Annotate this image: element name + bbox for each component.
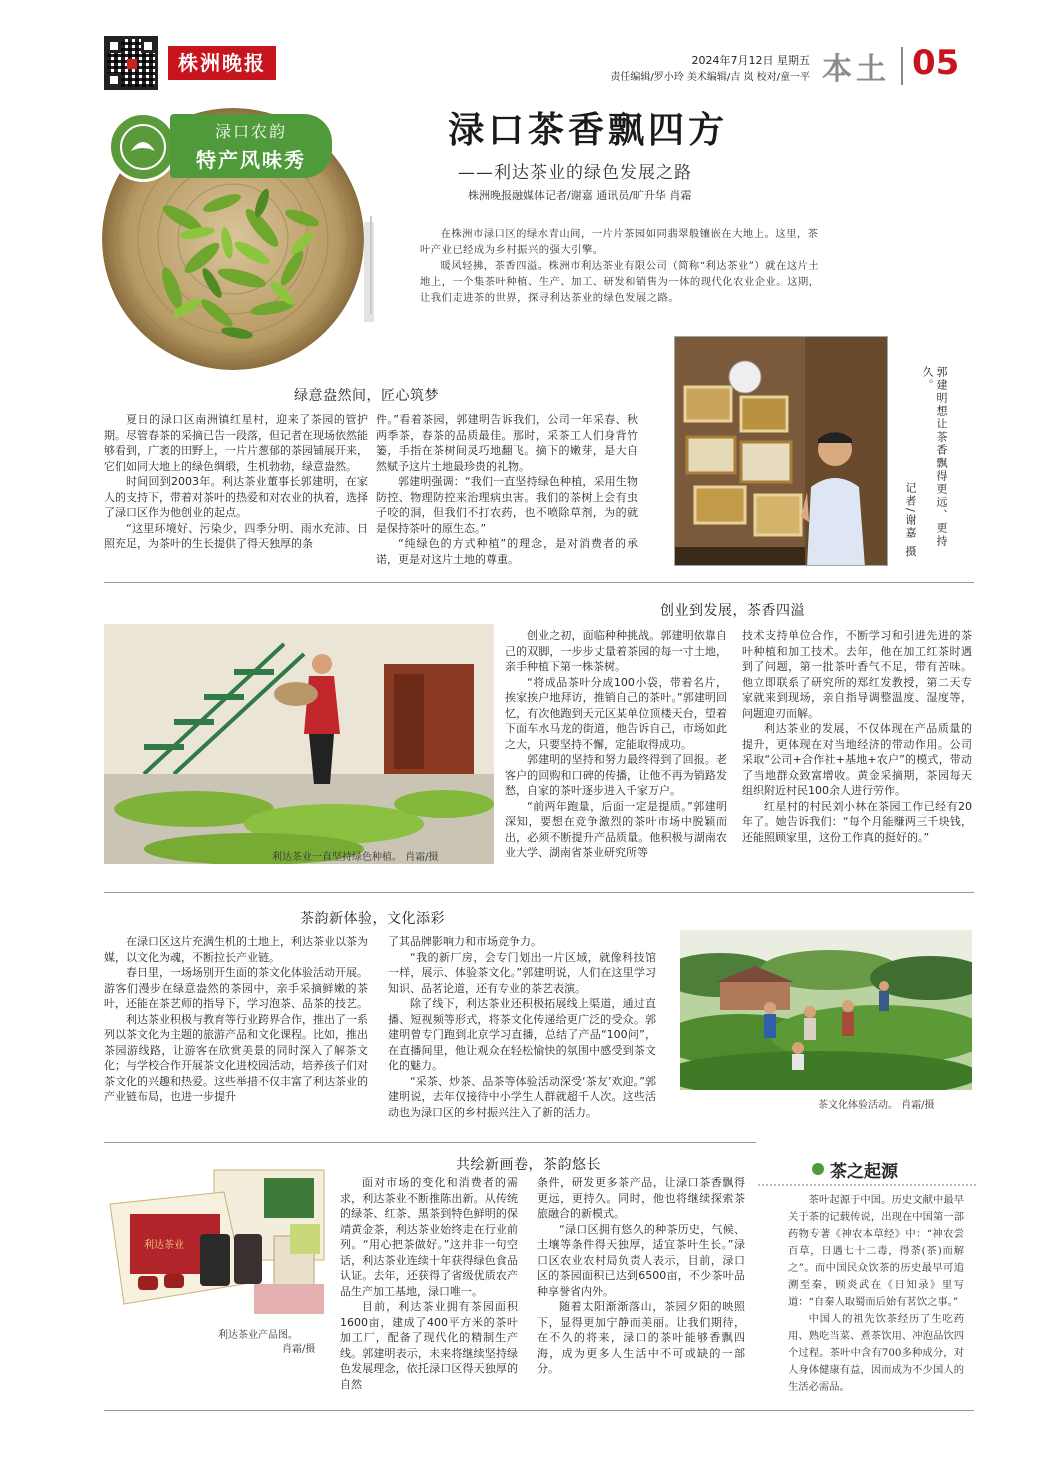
section-heading: 茶韵新体验，文化添彩 (300, 911, 445, 927)
article-subtitle: ——利达茶业的绿色发展之路 (458, 163, 692, 183)
section-name: 本土 (822, 52, 890, 87)
paragraph: 条件，研发更多茶产品，让渌口茶香飘得更远，更持久。同时，他也将继续探索茶旅融合的新模式。 (537, 1176, 745, 1220)
tea-garden-photo (680, 930, 972, 1090)
product-photo (104, 1164, 332, 1322)
divider (104, 892, 974, 893)
paragraph: “将成品茶叶分成100小袋，带着名片，挨家挨户地拜访，推销自己的茶叶。”郭建明回忆，有次他跑到天元区某单位顶楼天台，望着下面车水马龙的街道，他告诉自己，市场如此之大，只要坚持不懈，定能取得成功。 (505, 675, 727, 751)
intro-paragraph: 暖风轻拂，茶香四溢。株洲市利达茶业有限公司（简称“利达茶业”）就在这片土地上，一个集茶叶种植、生产、加工、研发和销售为一体的现代化农业企业。这期，让我们走进茶的世界，探寻利达茶业的绿色发展之路。 (420, 260, 820, 304)
badge-bottom-text: 特产风味秀 (196, 148, 306, 172)
paragraph: “这里环境好、污染少，四季分明、雨水充沛、日照充足，为茶叶的生长提供了得天独厚的条 (104, 521, 368, 550)
paragraph: 了其品牌影响力和市场竞争力。 (388, 935, 542, 948)
intro-box (370, 216, 837, 314)
paragraph: “渌口区拥有悠久的种茶历史，气候、土壤等条件得天独厚，适宜茶叶生长。”渌口区农业农村局负责人表示，目前，渌口区的茶园面积已达到6500亩，不少茶叶品种享誉省内外。 (537, 1222, 745, 1298)
drying-tea-photo (104, 624, 494, 864)
footer-rule (104, 1410, 974, 1411)
intro-paragraph: 在株洲市渌口区的绿水青山间，一片片茶园如同翡翠般镶嵌在大地上。这里，茶叶产业已经成为乡村振兴的强大引擎。 (420, 228, 819, 256)
paragraph: “我的新厂房，会专门划出一片区域，就像科技馆一样，展示、体验茶文化。”郭建明说，人们在这里学习知识、品茗论道，还有专业的茶艺表演。 (388, 950, 656, 995)
section1-column-2 (376, 412, 638, 567)
photo-caption: 郭建明想让茶香飘得更远、更持久。 (921, 366, 948, 548)
paragraph: “采茶、炒茶、品茶等体验活动深受‘茶友’欢迎。”郭建明说，去年仅接待中小学生人群就超千人次。这些活动也为渌口区的乡村振兴注入了新的活力。 (388, 1074, 656, 1119)
paragraph: 利达茶业积极与教育等行业跨界合作，推出了一系列以茶文化为主题的旅游产品和文化课程。比如，推出茶园游线路，让游客在欣赏美景的同时深入了解茶文化；与学校合作开展茶文化进校园活动，培养孩子们对茶文化的兴趣和热爱。这些举措不仅丰富了利达茶业的产业链布局，也进一步提升 (104, 1012, 368, 1103)
paragraph: “前两年跑量，后面一定是提质。”郭建明深知，要想在竞争激烈的茶叶市场中脱颖而出，必须不断提升产品质量。他积极与湖南农业大学、湖南省茶业研究所等 (505, 799, 727, 859)
paragraph: 夏日的渌口区南洲镇红星村，迎来了茶园的管护期。尽管春茶的采摘已告一段落，但记者在现场依然能够看到，广袤的田野上，一片片葱郁的茶园铺展开来，它们如同大地上的绿色绸缎，生机勃勃，绿意盎然。 (104, 413, 368, 473)
page-number: 05 (912, 43, 960, 83)
section-heading: 绿意盎然间，匠心筑梦 (294, 388, 439, 404)
paragraph: 技术支持单位合作，不断学习和引进先进的茶叶种植和加工技术。去年，他在加工红茶时遇到了问题，第一批茶叶香气不足，带有苦味。他立即联系了研究所的郑红发教授，第二天专家就来到现场，亲自指导调整温度、湿度等，问题迎刃而解。 (742, 629, 972, 720)
paragraph: 红星村的村民刘小林在茶园工作已经有20年了。她告诉我们：“每个月能赚两三千块钱，还能照顾家里，这份工作真的挺好的。” (742, 799, 972, 844)
photo-caption: 茶文化体验活动。 肖霜/摄 (818, 1100, 935, 1111)
bullet-icon (812, 1163, 824, 1175)
paragraph: “纯绿色的方式种植”的理念，是对消费者的承诺，更是对这片土地的尊重。 (376, 537, 638, 566)
paragraph: 随着太阳渐渐落山，茶园夕阳的映照下，显得更加宁静而美丽。让我们期待，在不久的将来，渌口的茶叶能够香飘四海，成为更多人生活中不可或缺的一部分。 (537, 1300, 745, 1375)
paragraph: 面对市场的变化和消费者的需求，利达茶业不断推陈出新。从传统的绿茶、红茶、黑茶到特色鲜明的保靖黄金茶，利达茶业始终走在行业前列。“用心把茶做好。”这并非一句空话，利达茶业连续十年获得绿色食品认证。去年，还获得了省级优质农产品生产加工基地，渌口唯一。 (340, 1176, 518, 1298)
portrait-photo (674, 336, 888, 566)
svg-text:利达茶业: 利达茶业 (144, 1240, 184, 1251)
photo-credit: 肖霜/摄 (282, 1344, 316, 1355)
paragraph: 春日里，一场场别开生面的茶文化体验活动开展。游客们漫步在绿意盎然的茶园中，亲手采摘鲜嫩的茶叶，还能在茶艺师的指导下，学习泡茶、品茶的技艺。 (104, 966, 368, 1010)
column-badge (170, 114, 332, 178)
header-divider (901, 47, 903, 85)
badge-emblem (108, 112, 178, 182)
paragraph: 件。”看着茶园，郭建明告诉我们，公司一年采春、秋两季茶，春茶的品质最佳。那时，采茶工人们身背竹篓，手指在茶树间灵巧地翻飞。摘下的嫩芽，是大自然赋予这片土地最珍贵的礼物。 (376, 413, 638, 473)
sidebar-text (788, 1192, 964, 1396)
byline: 株洲晚报融媒体记者/谢嘉 通讯员/旷升华 肖霜 (468, 189, 692, 202)
paragraph: 在渌口区这片充满生机的土地上，利达茶业以茶为媒，以文化为魂，不断拉长产业链。 (104, 935, 368, 964)
qr-code (104, 36, 158, 90)
section4-column-2 (537, 1175, 745, 1377)
paragraph: 茶叶起源于中国。历史文献中最早关于茶的记载传说，出现在中国第一部药物专著《神农本草经》中：“神农尝百草，日遇七十二毒，得荼(茶)而解之”。而中国民众饮茶的历史最早可追溯至秦，顾炎武在《日知录》里写道：“自秦人取蜀而后始有茗饮之事。” (788, 1194, 964, 1308)
editor-credits: 责任编辑/罗小玲 美术编辑/吉 岚 校对/童一平 (610, 72, 810, 83)
paragraph: 利达茶业的发展，不仅体现在产品质量的提升，更体现在对当地经济的带动作用。公司采取“公司+合作社+基地+农户”的模式，带动了当地群众致富增收。黄金采摘期，茶园每天组织附近村民100余人进行劳作。 (742, 722, 972, 797)
section2-column-1 (505, 628, 727, 861)
paragraph: 郭建明的坚持和努力最终得到了回报。老客户的回购和口碑的传播，让他不再为销路发愁，自家的茶叶逐步进入千家万户。 (505, 753, 727, 797)
section4-column-1 (340, 1175, 518, 1392)
section3-column-2 (388, 934, 656, 1120)
section2-column-2 (742, 628, 972, 845)
photo-caption: 利达茶业一直坚持绿色种植。 肖霜/摄 (272, 852, 439, 863)
photo-caption: 利达茶业产品图。 (218, 1330, 298, 1341)
paragraph: 目前，利达茶业拥有茶园面积1600亩，建成了400平方米的茶叶加工厂，配备了现代化的精制生产线。郭建明表示，未来将继续坚持绿色发展理念，依托渌口区得天独厚的自然 (340, 1300, 518, 1391)
badge-top-text: 渌口农韵 (214, 122, 287, 141)
paragraph: 中国人的祖先饮茶经历了生吃药用、熟吃当菜、煮茶饮用、冲泡品饮四个过程。茶叶中含有700多种成分，对人身体健康有益，因而成为不少国人的生活必需品。 (788, 1313, 964, 1393)
section3-column-1 (104, 934, 368, 1105)
divider (104, 1142, 756, 1143)
sidebar-title: 茶之起源 (830, 1162, 898, 1182)
paragraph: 郭建明强调：“我们一直坚持绿色种植，采用生物防控、物理防控来治理病虫害。我们的茶树上会有虫子咬的洞，但我们不打农药，也不喷除草剂，为的就是保持茶叶的原生态。” (376, 475, 638, 535)
section-heading: 创业到发展，茶香四溢 (660, 603, 805, 619)
section1-column-1 (104, 412, 368, 552)
paragraph: 时间回到2003年。利达茶业董事长郭建明，在家人的支持下，带着对茶叶的热爱和对农业的执着，选择了渌口区作为他创业的起点。 (104, 475, 368, 519)
issue-date: 2024年7月12日 星期五 (691, 54, 810, 67)
article-title: 渌口茶香飘四方 (448, 110, 729, 151)
section-heading: 共绘新画卷，茶韵悠长 (456, 1157, 601, 1173)
paragraph: 创业之初，面临种种挑战。郭建明依靠自己的双脚，一步步丈量着茶园的每一寸土地，亲手种植下第一株茶树。 (505, 629, 727, 673)
newspaper-logo: 株洲晚报 (168, 46, 276, 80)
paragraph: 除了线下，利达茶业还积极拓展线上渠道，通过直播、短视频等形式，将茶文化传递给更广泛的受众。郭建明曾专门跑到北京学习直播，总结了产品“100问”，在直播间里，他让观众在轻松愉快的氛围中感受到茶文化的魅力。 (388, 997, 656, 1072)
divider (104, 582, 974, 583)
photo-credit: 记者/谢嘉 摄 (904, 482, 917, 559)
